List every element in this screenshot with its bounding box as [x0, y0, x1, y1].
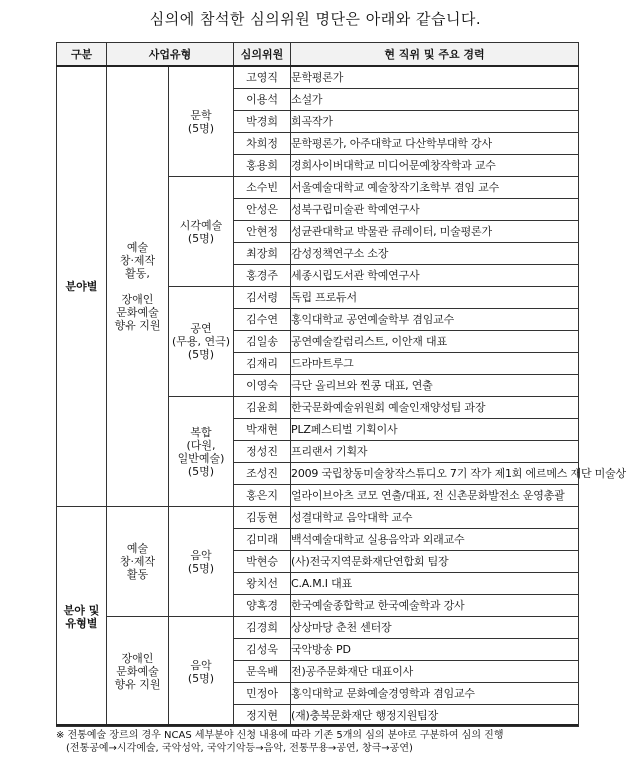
- genre-performance: 공연 (무용, 연극) (5명): [169, 287, 234, 397]
- member-name: 민정아: [234, 683, 291, 705]
- member-name: 김일송: [234, 331, 291, 353]
- member-name: 김윤희: [234, 397, 291, 419]
- member-career: 국악방송 PD: [291, 639, 579, 661]
- member-name: 양혹경: [234, 595, 291, 617]
- genre-multidisciplinary: 복합 (다원, 일반예술) (5명): [169, 397, 234, 507]
- member-name: 김동현: [234, 507, 291, 529]
- member-career: 성북구립미술관 학예연구사: [291, 199, 579, 221]
- member-career: 홍익대학교 공연예술학부 겸임교수: [291, 309, 579, 331]
- member-name: 홍경주: [234, 265, 291, 287]
- member-career: 경희사이버대학교 미디어문예창작학과 교수: [291, 155, 579, 177]
- member-career: 드라마트루그: [291, 353, 579, 375]
- header-career: 현 직위 및 주요 경력: [291, 43, 579, 67]
- member-name: 박현승: [234, 551, 291, 573]
- member-name: 안현정: [234, 221, 291, 243]
- member-career: 백석예술대학교 실용음악과 외래교수: [291, 529, 579, 551]
- table-row: [57, 507, 579, 529]
- member-name: 이영숙: [234, 375, 291, 397]
- member-name: 박경희: [234, 111, 291, 133]
- genre-music-2: 음악 (5명): [169, 617, 234, 727]
- member-career: 전)공주문화재단 대표이사: [291, 661, 579, 683]
- member-name: 김재리: [234, 353, 291, 375]
- member-career: C.A.M.I 대표: [291, 573, 579, 595]
- member-career: 세종시립도서관 학예연구사: [291, 265, 579, 287]
- member-name: 정성진: [234, 441, 291, 463]
- member-name: 문옥배: [234, 661, 291, 683]
- member-name: 고영직: [234, 66, 291, 89]
- member-name: 안성은: [234, 199, 291, 221]
- member-career: 공연예술칼럼리스트, 이안재 대표: [291, 331, 579, 353]
- member-name: 차희정: [234, 133, 291, 155]
- table-row: [57, 66, 579, 89]
- table-header-row: [57, 43, 579, 67]
- member-career: 한국문화예술위원회 예술인재양성팀 과장: [291, 397, 579, 419]
- header-member: 심의위원: [234, 43, 291, 67]
- member-career: PLZ페스티벌 기획이사: [291, 419, 579, 441]
- member-career: 홍익대학교 문화예술경영학과 겸임교수: [291, 683, 579, 705]
- member-career: 희곡작가: [291, 111, 579, 133]
- member-name: 홍용희: [234, 155, 291, 177]
- table-row: [57, 617, 579, 639]
- member-name: 이용석: [234, 89, 291, 111]
- member-name: 김서령: [234, 287, 291, 309]
- genre-literature: 문학 (5명): [169, 66, 234, 177]
- member-career: 독립 프로듀서: [291, 287, 579, 309]
- genre-music-1: 음악 (5명): [169, 507, 234, 617]
- footnote-line-2: (전통공예→시각예술, 국악성악, 국악기악등→음악, 전통무용→공연, 창극→공연): [66, 743, 413, 754]
- member-career: 감성정책연구소 소장: [291, 243, 579, 265]
- committee-table: [56, 42, 626, 727]
- member-career: 서울예술대학교 예술창작기초학부 겸임 교수: [291, 177, 579, 199]
- member-name: 조성진: [234, 463, 291, 485]
- member-name: 최장희: [234, 243, 291, 265]
- project-type-art-creation: 예술 창·제작 활동, 장애인 문화예술 향유 지원: [107, 66, 169, 507]
- member-career: (사)전국지역문화재단연합회 팀장: [291, 551, 579, 573]
- page-title: 심의에 참석한 심의위원 명단은 아래와 같습니다.: [149, 10, 482, 28]
- member-name: 소수빈: [234, 177, 291, 199]
- member-name: 왕치선: [234, 573, 291, 595]
- section-field-genre-label: 분야 및 유형별: [57, 507, 107, 727]
- member-career: 얼라이브아츠 코모 연출/대표, 전 신촌문화발전소 운영총괄: [291, 485, 579, 507]
- member-career: 상상마당 춘천 센터장: [291, 617, 579, 639]
- header-project-type: 사업유형: [107, 43, 234, 67]
- member-name: 김수연: [234, 309, 291, 331]
- project-type-art-creation-2: 예술 창·제작 활동: [107, 507, 169, 617]
- member-career: 2009 국립창동미술창작스튜디오 7기 작가 제1회 에르메스 재단 미술상: [291, 463, 579, 485]
- member-name: 김성욱: [234, 639, 291, 661]
- member-career: (재)충북문화재단 행정지원팀장: [291, 705, 579, 727]
- member-career: 문학평론가: [291, 66, 579, 89]
- member-name: 김미래: [234, 529, 291, 551]
- member-name: 김경희: [234, 617, 291, 639]
- member-career: 극단 올리브와 찐콩 대표, 연출: [291, 375, 579, 397]
- genre-visual-arts: 시각예술 (5명): [169, 177, 234, 287]
- member-career: 문학평론가, 아주대학교 다산학부대학 강사: [291, 133, 579, 155]
- member-career: 프리랜서 기획자: [291, 441, 579, 463]
- footnote: [56, 724, 578, 768]
- member-name: 홍은지: [234, 485, 291, 507]
- member-name: 정지현: [234, 705, 291, 727]
- section-field-label: 분야별: [57, 66, 107, 507]
- member-career: 소설가: [291, 89, 579, 111]
- member-career: 성결대학교 음악대학 교수: [291, 507, 579, 529]
- member-career: 한국예술종합학교 한국예술학과 강사: [291, 595, 579, 617]
- member-name: 박재현: [234, 419, 291, 441]
- header-category: 구분: [57, 43, 107, 67]
- project-type-disabled-access: 장애인 문화예술 향유 지원: [107, 617, 169, 727]
- footnote-line-1: ※ 전통예술 장르의 경우 NCAS 세부분야 신청 내용에 따라 기존 5개의 심의 분야로 구분하여 심의 진행: [56, 730, 504, 741]
- member-career: 성균관대학교 박물관 큐레이터, 미술평론가: [291, 221, 579, 243]
